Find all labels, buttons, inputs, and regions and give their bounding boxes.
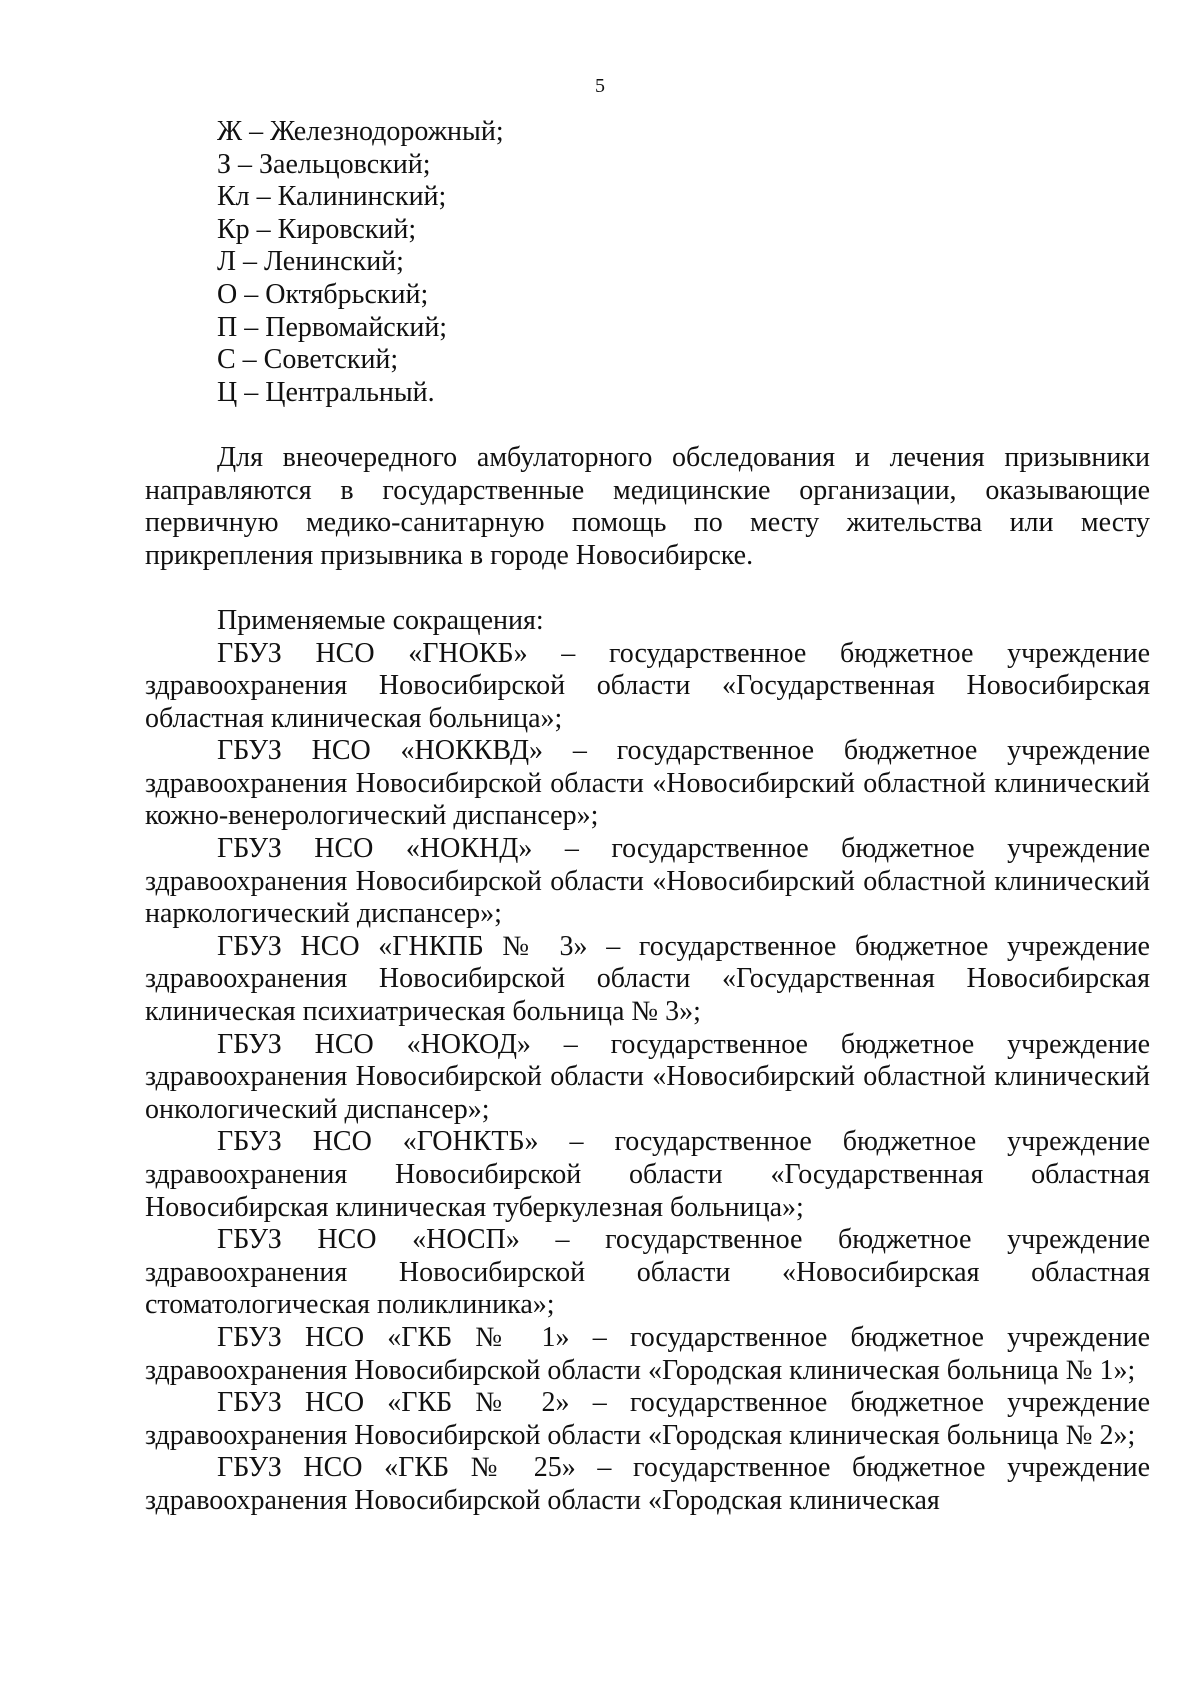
abbreviations-heading: Применяемые сокращения: <box>217 604 544 636</box>
spacer <box>145 572 1150 605</box>
list-item: Л – Ленинский; <box>217 246 404 278</box>
list-item: П – Первомайский; <box>217 311 448 343</box>
abbreviation-entry: ГБУЗ НСО «НОКНД» – государственное бюджетное учреждение здравоохранения Новосибирской области «Новосибирский областной клинический наркологический диспансер»; <box>145 833 1150 930</box>
list-item: С – Советский; <box>217 344 399 376</box>
district-list <box>145 116 1150 409</box>
list-item: Кр – Кировский; <box>217 213 417 245</box>
abbreviation-entry: ГБУЗ НСО «ГКБ № 1» – государственное бюджетное учреждение здравоохранения Новосибирской области «Городская клиническая больница № 1»; <box>145 1321 1150 1386</box>
paragraph: Для внеочередного амбулаторного обследования и лечения призывники направляются в государственные медицинские организации, оказывающие первичную медико-санитарную помощь по месту жительства или месту прикрепления призывника в городе Новосибирске. <box>145 441 1150 571</box>
list-item: Ж – Железнодорожный; <box>217 116 504 147</box>
document-body <box>145 116 1150 1518</box>
page-number: 5 <box>595 75 605 97</box>
abbreviation-entry: ГБУЗ НСО «ГКБ № 25» – государственное бюджетное учреждение здравоохранения Новосибирской области «Городская клиническая <box>145 1452 1150 1516</box>
spacer <box>145 409 1150 442</box>
list-item: Кл – Калининский; <box>217 181 447 213</box>
list-item: З – Заельцовский; <box>217 148 431 180</box>
abbreviation-entry: ГБУЗ НСО «ГОНКТБ» – государственное бюджетное учреждение здравоохранения Новосибирской области «Государственная областная Новосибирская клиническая туберкулезная больница»; <box>145 1126 1150 1223</box>
abbreviation-entry: ГБУЗ НСО «НОСП» – государственное бюджетное учреждение здравоохранения Новосибирской области «Новосибирская областная стоматологическая поликлиника»; <box>145 1224 1150 1321</box>
abbreviation-entry: ГБУЗ НСО «ГКБ № 2» – государственное бюджетное учреждение здравоохранения Новосибирской области «Городская клиническая больница № 2»; <box>145 1387 1150 1451</box>
abbreviation-entry: ГБУЗ НСО «ГНКПБ № 3» – государственное бюджетное учреждение здравоохранения Новосибирской области «Государственная Новосибирская клиническая психиатрическая больница № 3»; <box>145 930 1150 1028</box>
list-item: Ц – Центральный. <box>217 376 435 408</box>
abbreviation-entry: ГБУЗ НСО «ГНОКБ» – государственное бюджетное учреждение здравоохранения Новосибирской области «Государственная Новосибирская областная клиническая больница»; <box>145 637 1150 734</box>
list-item: О – Октябрьский; <box>217 278 429 310</box>
abbreviation-entry: ГБУЗ НСО «НОКОД» – государственное бюджетное учреждение здравоохранения Новосибирской области «Новосибирский областной клинический онкологический диспансер»; <box>145 1028 1150 1125</box>
abbreviation-entry: ГБУЗ НСО «НОККВД» – государственное бюджетное учреждение здравоохранения Новосибирской области «Новосибирский областной клинический кожно-венерологический диспансер»; <box>145 735 1150 832</box>
